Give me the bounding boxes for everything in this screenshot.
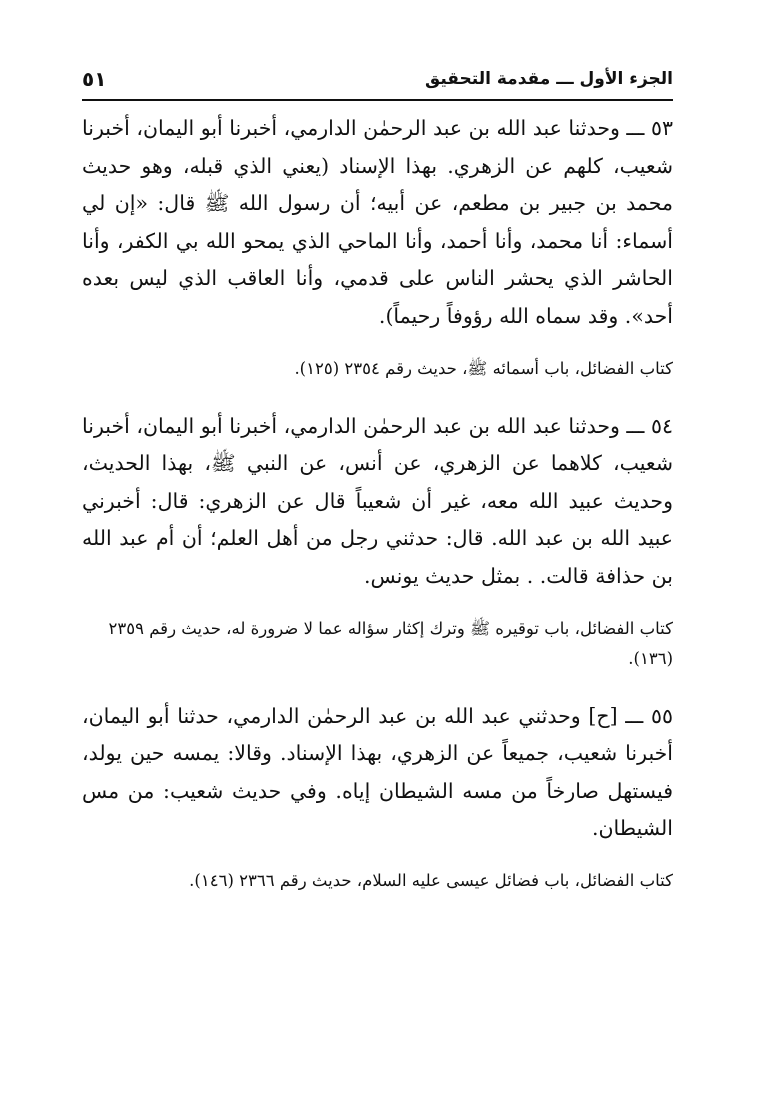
header-rule xyxy=(82,99,673,101)
hadith-54: ٥٤ ـــ وحدثنا عبد الله بن عبد الرحمٰن الدارمي، أخبرنا أبو اليمان، أخبرنا شعيب، كلاهما عن الزهري، عن أنس، عن النبي ﷺ، بهذا الحديث، وحديث عبيد الله معه، غير أن شعيباً قال عن الزهري: قال: أخبرني عبيد الله بن عبد الله. قال: حدثني رجل من أهل العلم؛ أن أم عبد الله بن حذافة قالت. . بمثل حديث يونس. xyxy=(82,413,673,588)
hadith-53: ٥٣ ـــ وحدثنا عبد الله بن عبد الرحمٰن الدارمي، أخبرنا أبو اليمان، أخبرنا شعيب، كلهم عن الزهري. بهذا الإسناد (يعني الذي قبله، وهو حديث محمد بن جبير بن مطعم، عن أبيه؛ أن رسول الله ﷺ قال: «إن لي أسماء: أنا محمد، وأنا أحمد، وأنا الماحي الذي يمحو الله بي الكفر، وأنا الحاشر الذي يحشر الناس على قدمي، وأنا العاقب الذي ليس بعده أحد». وقد سماه الله رؤوفاً رحيماً). xyxy=(82,116,673,328)
footnote-55: كتاب الفضائل، باب فضائل عيسى عليه السلام، حديث رقم ٢٣٦٦ (١٤٦). xyxy=(189,870,673,890)
page-number: ٥١ xyxy=(82,67,107,91)
footnote-54: كتاب الفضائل، باب توقيره ﷺ وترك إكثار سؤاله عما لا ضرورة له، حديث رقم ٢٣٥٩ (١٣٦). xyxy=(108,618,673,668)
running-title: الجزء الأول ـــ مقدمة التحقيق xyxy=(425,69,673,89)
hadith-55: ٥٥ ـــ [ح] وحدثني عبد الله بن عبد الرحمٰن الدارمي، حدثنا أبو اليمان، أخبرنا شعيب، جميعاً عن الزهري، بهذا الإسناد. وقالا: يمسه حين يولد، فيستهل صارخاً من مسه الشيطان إياه. وفي حديث شعيب: من مس الشيطان. xyxy=(82,703,673,841)
footnote-53: كتاب الفضائل، باب أسمائه ﷺ، حديث رقم ٢٣٥٤ (١٢٥). xyxy=(294,358,673,378)
page-header xyxy=(82,62,673,96)
page-body xyxy=(82,110,673,896)
